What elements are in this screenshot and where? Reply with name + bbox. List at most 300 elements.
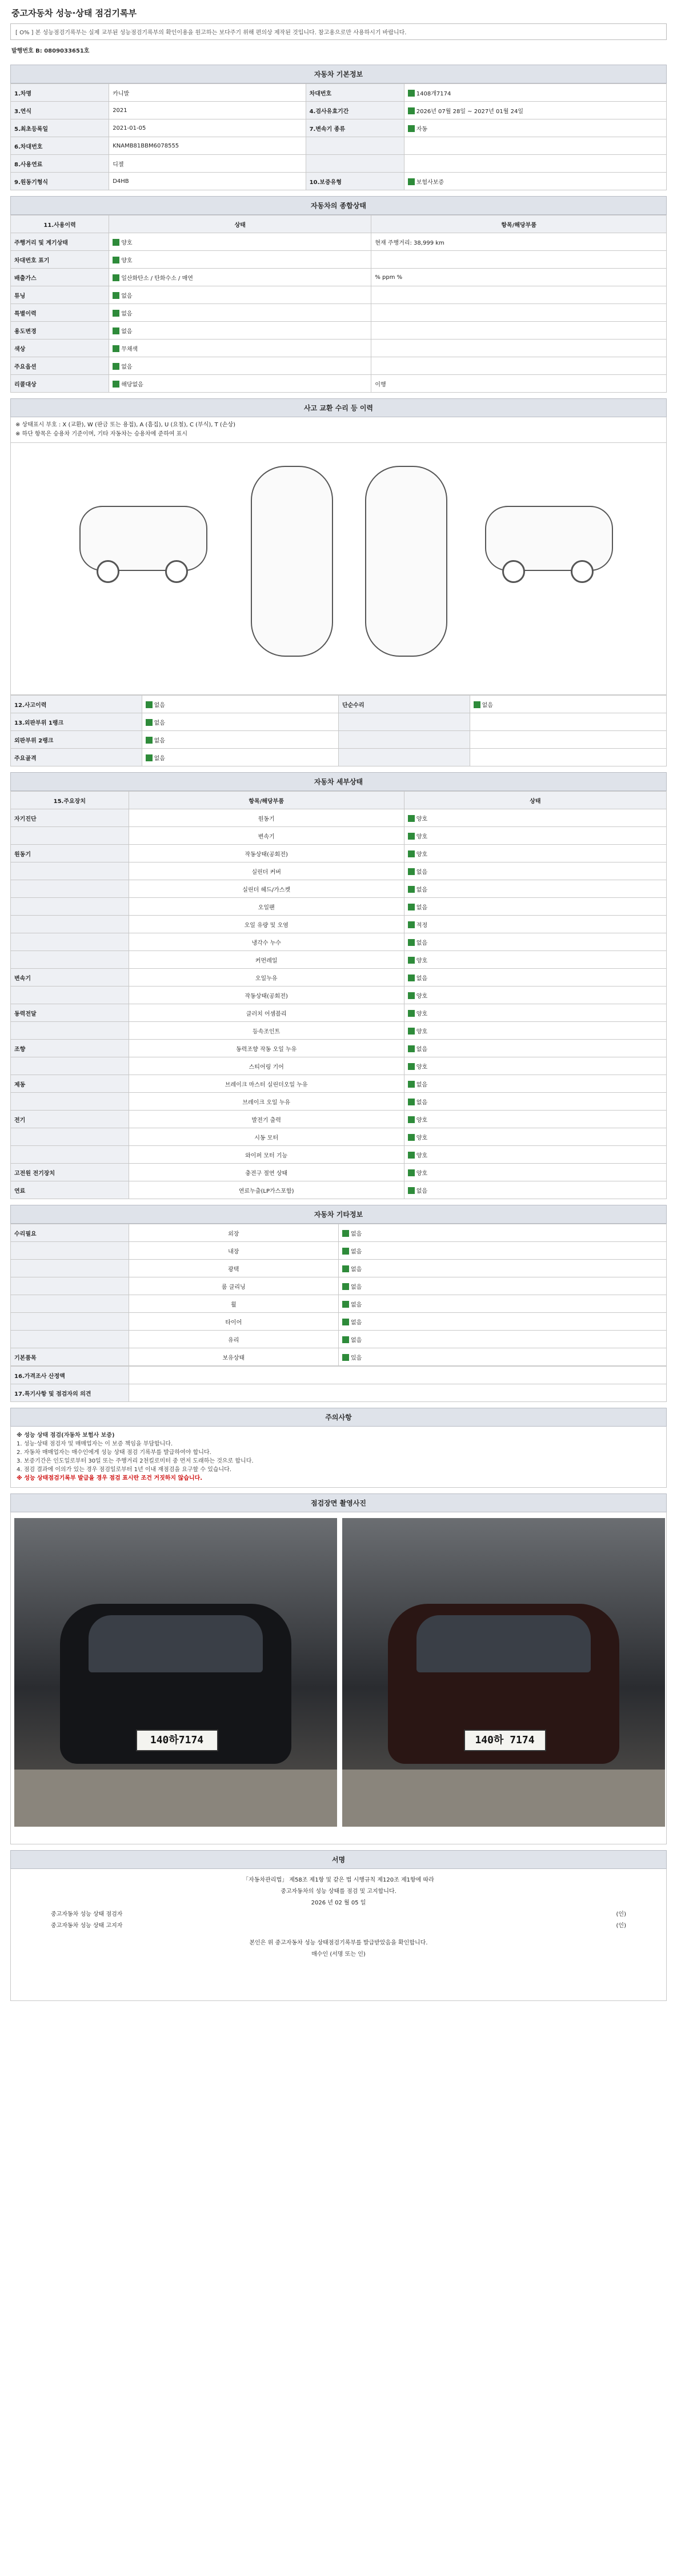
notes-title: ※ 성능 상태 점검(자동차 보험사 보증)	[17, 1432, 115, 1439]
sign-date: 2026 년 02 월 05 일	[311, 1900, 366, 1906]
checkbox-checked[interactable]	[113, 381, 119, 388]
condition-label: 배출가스	[11, 269, 109, 286]
other-label	[11, 1295, 129, 1313]
part-status: 양호	[404, 1057, 666, 1075]
other-item: 내장	[129, 1242, 338, 1260]
field-value: 2026년 07월 28일 ~ 2027년 01월 24일	[404, 102, 666, 119]
receiver-label: 매수인 (서명 또는 인)	[311, 1951, 366, 1958]
condition-status: 없음	[109, 286, 371, 304]
detail-row	[11, 916, 667, 933]
device-label: 변속기	[11, 969, 129, 987]
opinion-value	[129, 1384, 666, 1402]
part-label: 동력조향 작동 오일 누유	[129, 1040, 404, 1057]
field-label: 7.변속기 종류	[306, 119, 404, 137]
part-label: 냉각수 누수	[129, 933, 404, 951]
accident-label	[338, 713, 470, 731]
other-row	[11, 1277, 667, 1295]
note-line: 4. 점검 결과에 이의가 있는 경우 점검일로부터 1년 이내 재점검을 요구할 수 있습니다.	[17, 1467, 232, 1473]
part-label: 실린더 커버	[129, 862, 404, 880]
condition-detail	[371, 304, 667, 322]
checkbox-checked[interactable]	[113, 239, 119, 246]
checkbox-checked[interactable]	[408, 833, 415, 840]
condition-status: 양호	[109, 251, 371, 269]
device-label	[11, 951, 129, 969]
checkbox-checked[interactable]	[113, 345, 119, 352]
other-table	[10, 1224, 667, 1366]
header-cell: 항목/해당부품	[371, 215, 667, 233]
other-status: 있음	[338, 1348, 666, 1366]
part-status: 양호	[404, 1146, 666, 1164]
other-row	[11, 1295, 667, 1313]
field-label: 9.원동기형식	[11, 173, 109, 190]
checkbox-checked[interactable]	[113, 328, 119, 334]
accident-label: 주요골격	[11, 749, 142, 766]
condition-detail	[371, 340, 667, 357]
other-label	[11, 1331, 129, 1348]
checkbox-checked[interactable]	[146, 754, 153, 761]
inspector-label: 중고자동차 성능 상태 점검자	[51, 1911, 123, 1918]
other-label	[11, 1260, 129, 1277]
car-side-left	[79, 506, 207, 571]
rear-photo	[342, 1518, 665, 1827]
condition-row	[11, 322, 667, 340]
checkbox-checked[interactable]	[408, 1116, 415, 1123]
accident-status	[470, 731, 666, 749]
condition-detail: 이행	[371, 375, 667, 393]
notes-warning: ※ 성능 상태점검기록부 발급을 경우 점검 표시란 조건 거짓하지 않습니다.	[17, 1475, 202, 1481]
checkbox-checked[interactable]	[408, 1045, 415, 1052]
checkbox-checked[interactable]	[113, 274, 119, 281]
sign-line-2: 중고자동차의 성능 상태를 점검 및 고지합니다.	[281, 1888, 396, 1895]
checkbox-checked[interactable]	[408, 904, 415, 910]
accident-status	[470, 713, 666, 731]
device-label	[11, 987, 129, 1004]
photo-area	[10, 1512, 667, 1844]
condition-row	[11, 304, 667, 322]
condition-status: 무채색	[109, 340, 371, 357]
header-cell: 상태	[404, 792, 666, 809]
doc-title: 중고자동차 성능·상태 점검기록부	[11, 8, 137, 18]
field-label: 3.연식	[11, 102, 109, 119]
device-label	[11, 1093, 129, 1111]
other-status: 없음	[338, 1224, 666, 1242]
wheel-icon	[165, 560, 188, 583]
condition-status: 없음	[109, 304, 371, 322]
condition-row	[11, 233, 667, 251]
section-detail: 자동차 세부상태	[10, 772, 667, 791]
part-label: 발전기 출력	[129, 1111, 404, 1128]
condition-status: 없음	[109, 357, 371, 375]
detail-row	[11, 1057, 667, 1075]
condition-label: 차대번호 표기	[11, 251, 109, 269]
section-basic: 자동차 기본정보	[10, 65, 667, 83]
header-cell: 15.주요장치	[11, 792, 129, 809]
other-status: 없음	[338, 1242, 666, 1260]
accident-label: 13.외판부위 1랭크	[11, 713, 142, 731]
condition-row	[11, 251, 667, 269]
part-status: 양호	[404, 1128, 666, 1146]
part-label: 시동 모터	[129, 1128, 404, 1146]
basic-table	[10, 83, 667, 190]
other-item: 유리	[129, 1331, 338, 1348]
other-item: 타이어	[129, 1313, 338, 1331]
wheel-icon	[502, 560, 525, 583]
part-status: 양호	[404, 1111, 666, 1128]
section-photos: 점검장면 촬영사진	[10, 1493, 667, 1512]
device-label	[11, 827, 129, 845]
checkbox-checked[interactable]	[408, 107, 415, 114]
front-photo	[14, 1518, 337, 1827]
checkbox-checked[interactable]	[408, 1028, 415, 1035]
field-label: 6.차대번호	[11, 137, 109, 155]
wheel-icon	[97, 560, 119, 583]
field-value: 2021-01-05	[109, 119, 306, 137]
detail-row	[11, 1022, 667, 1040]
part-status: 양호	[404, 951, 666, 969]
part-status: 없음	[404, 933, 666, 951]
field-value: 카니발	[109, 84, 306, 102]
accident-table	[10, 695, 667, 766]
condition-label: 주요옵션	[11, 357, 109, 375]
condition-status: 양호	[109, 233, 371, 251]
checkbox-checked[interactable]	[342, 1354, 349, 1361]
accident-label	[338, 731, 470, 749]
condition-detail	[371, 357, 667, 375]
detail-row	[11, 827, 667, 845]
section-notes: 주의사항	[10, 1408, 667, 1427]
price-value	[129, 1367, 666, 1384]
basic-row	[11, 173, 667, 190]
other-item: 룸 클리닝	[129, 1277, 338, 1295]
device-label	[11, 916, 129, 933]
field-value: 디젤	[109, 155, 306, 173]
header-cell: 상태	[109, 215, 371, 233]
other-label: 수리필요	[11, 1224, 129, 1242]
condition-row	[11, 286, 667, 304]
part-status: 없음	[404, 1040, 666, 1057]
basic-row	[11, 137, 667, 155]
checkbox-checked[interactable]	[113, 257, 119, 263]
other-status: 없음	[338, 1331, 666, 1348]
condition-row	[11, 357, 667, 375]
device-label	[11, 1128, 129, 1146]
part-status: 적정	[404, 916, 666, 933]
field-label: 4.검사유효기간	[306, 102, 404, 119]
other-row	[11, 1331, 667, 1348]
checkbox-checked[interactable]	[408, 1099, 415, 1105]
basic-row	[11, 84, 667, 102]
accident-label	[338, 749, 470, 766]
part-status: 없음	[404, 898, 666, 916]
detail-row	[11, 1128, 667, 1146]
car-diagram	[10, 443, 667, 695]
other-row	[11, 1224, 667, 1242]
part-status: 없음	[404, 1075, 666, 1093]
checkbox-checked[interactable]	[408, 815, 415, 822]
checkbox-checked[interactable]	[408, 1187, 415, 1194]
device-label	[11, 933, 129, 951]
field-label: 10.보증유형	[306, 173, 404, 190]
device-label	[11, 1022, 129, 1040]
detail-row	[11, 809, 667, 827]
checkbox-checked[interactable]	[408, 886, 415, 893]
other-status: 없음	[338, 1277, 666, 1295]
field-value: 2021	[109, 102, 306, 119]
part-status: 양호	[404, 1004, 666, 1022]
detail-row	[11, 1111, 667, 1128]
checkbox-checked[interactable]	[146, 701, 153, 708]
sign-box	[10, 1869, 667, 2001]
device-label: 동력전달	[11, 1004, 129, 1022]
device-label	[11, 1057, 129, 1075]
note-line: 1. 성능·상태 점검자 및 매매업자는 이 보증 책임을 부담합니다.	[17, 1441, 173, 1447]
checkbox-checked[interactable]	[408, 939, 415, 946]
part-label: 브레이크 마스터 실린더오일 누유	[129, 1075, 404, 1093]
checkbox-checked[interactable]	[408, 975, 415, 981]
part-label: 작동상태(공회전)	[129, 987, 404, 1004]
field-label: 5.최초등록일	[11, 119, 109, 137]
condition-status: 없음	[109, 322, 371, 340]
detail-table	[10, 791, 667, 1199]
part-status: 양호	[404, 809, 666, 827]
checkbox-checked[interactable]	[408, 921, 415, 928]
part-label: 원동기	[129, 809, 404, 827]
detail-row	[11, 987, 667, 1004]
notes-box	[10, 1427, 667, 1488]
part-label: 클러치 어셈블리	[129, 1004, 404, 1022]
accident-row	[11, 713, 667, 731]
checkbox-checked[interactable]	[408, 1152, 415, 1159]
field-label: 차대번호	[306, 84, 404, 102]
detail-row	[11, 1004, 667, 1022]
section-condition: 자동차의 종합상태	[10, 196, 667, 215]
other-item: 휠	[129, 1295, 338, 1313]
part-label: 연료누출(LP가스포함)	[129, 1181, 404, 1199]
part-status: 양호	[404, 987, 666, 1004]
rear-plate: 140하 7174	[464, 1730, 546, 1751]
note-line: 3. 보증기간은 인도일로부터 30일 또는 주행거리 2천킬로미터 중 먼저 도래하는 것으로 합니다.	[17, 1458, 254, 1464]
other-status: 없음	[338, 1295, 666, 1313]
car-top-view	[251, 466, 333, 657]
part-status: 없음	[404, 880, 666, 898]
condition-detail: % ppm %	[371, 269, 667, 286]
checkbox-checked[interactable]	[408, 957, 415, 964]
checkbox-checked[interactable]	[113, 292, 119, 299]
accident-row	[11, 731, 667, 749]
other-item: 보유상태	[129, 1348, 338, 1366]
part-label: 오일 유량 및 오염	[129, 916, 404, 933]
sign-footer: 본인은 위 중고자동차 성능 상태점검기록부를 발급받았음을 확인합니다.	[249, 1940, 428, 1946]
opinion-table	[10, 1366, 667, 1402]
dealer-seal: (인)	[616, 1923, 626, 1929]
part-status: 양호	[404, 827, 666, 845]
accident-row	[11, 749, 667, 766]
condition-row	[11, 269, 667, 286]
detail-row	[11, 862, 667, 880]
checkbox-checked[interactable]	[408, 178, 415, 185]
accident-row	[11, 696, 667, 713]
other-row	[11, 1348, 667, 1366]
accident-status: 없음	[142, 731, 338, 749]
field-value: 1408개7174	[404, 84, 666, 102]
checkbox-checked[interactable]	[113, 363, 119, 370]
other-status: 없음	[338, 1313, 666, 1331]
part-status: 없음	[404, 1093, 666, 1111]
condition-detail	[371, 286, 667, 304]
legend-line-1: ※ 상태표시 부호 : X (교환), W (판금 또는 용접), A (흠집), U (요철), C (부식), T (손상)	[15, 422, 236, 428]
device-label	[11, 1146, 129, 1164]
checkbox-checked[interactable]	[408, 1063, 415, 1070]
checkbox-checked[interactable]	[408, 90, 415, 97]
device-label: 고전원 전기장치	[11, 1164, 129, 1181]
checkbox-checked[interactable]	[342, 1230, 349, 1237]
detail-row	[11, 1146, 667, 1164]
checkbox-checked[interactable]	[408, 850, 415, 857]
basic-row	[11, 119, 667, 137]
part-label: 변속기	[129, 827, 404, 845]
device-label: 자기진단	[11, 809, 129, 827]
field-label: 8.사용연료	[11, 155, 109, 173]
checkbox-checked[interactable]	[408, 868, 415, 875]
price-label: 16.가격조사 산정액	[11, 1367, 129, 1384]
condition-label: 색상	[11, 340, 109, 357]
device-label: 원동기	[11, 845, 129, 862]
checkbox-checked[interactable]	[342, 1336, 349, 1343]
checkbox-checked[interactable]	[408, 992, 415, 999]
condition-label: 주행거리 및 계기상태	[11, 233, 109, 251]
section-other: 자동차 기타정보	[10, 1205, 667, 1224]
header-cell: 11.사용이력	[11, 215, 109, 233]
detail-row	[11, 969, 667, 987]
part-label: 작동상태(공회전)	[129, 845, 404, 862]
part-label: 오일누유	[129, 969, 404, 987]
checkbox-checked[interactable]	[342, 1319, 349, 1325]
detail-row	[11, 880, 667, 898]
accident-status: 없음	[142, 749, 338, 766]
detail-row	[11, 845, 667, 862]
sign-line-1: 「자동차관리법」 제58조 제1항 및 같은 법 시행규칙 제120조 제1항에 따라	[243, 1877, 434, 1883]
part-label: 스티어링 기어	[129, 1057, 404, 1075]
checkbox-checked[interactable]	[113, 310, 119, 317]
device-label: 연료	[11, 1181, 129, 1199]
part-label: 와이퍼 모터 기능	[129, 1146, 404, 1164]
device-label: 제동	[11, 1075, 129, 1093]
legend-line-2: ※ 하단 항목은 승용차 기준이며, 기타 자동차는 승용차에 준하여 표시	[15, 431, 187, 437]
detail-row	[11, 1164, 667, 1181]
checkbox-checked[interactable]	[342, 1301, 349, 1308]
section-sign: 서명	[10, 1850, 667, 1869]
accident-label: 외판부위 2랭크	[11, 731, 142, 749]
condition-row	[11, 375, 667, 393]
other-label	[11, 1242, 129, 1260]
checkbox-checked[interactable]	[342, 1248, 349, 1255]
checkbox-checked[interactable]	[342, 1265, 349, 1272]
header-cell: 항목/해당부품	[129, 792, 404, 809]
car-under-view	[365, 466, 447, 657]
other-row	[11, 1313, 667, 1331]
field-value	[404, 137, 666, 155]
notice-box: [ O% ] 본 성능점검기록부는 실제 교부된 성능점검기록부의 확인이용을 원고하는 보다주기 위해 편의상 제작된 것입니다. 참고용으로만 사용하시기 바랍니다.	[10, 23, 667, 40]
condition-label: 특별이력	[11, 304, 109, 322]
field-value: KNAMB81BBM6078555	[109, 137, 306, 155]
dealer-label: 중고자동차 성능 상태 고지자	[51, 1923, 123, 1929]
checkbox-checked[interactable]	[408, 1169, 415, 1176]
accident-label: 단순수리	[338, 696, 470, 713]
part-label: 등속조인트	[129, 1022, 404, 1040]
detail-row	[11, 1181, 667, 1199]
other-item: 외장	[129, 1224, 338, 1242]
part-status: 양호	[404, 845, 666, 862]
detail-row	[11, 933, 667, 951]
part-label: 커먼레일	[129, 951, 404, 969]
field-label: 1.차명	[11, 84, 109, 102]
basic-row	[11, 155, 667, 173]
device-label	[11, 880, 129, 898]
checkbox-checked[interactable]	[474, 701, 480, 708]
other-label	[11, 1313, 129, 1331]
part-status: 없음	[404, 969, 666, 987]
part-label: 실린더 헤드/가스켓	[129, 880, 404, 898]
condition-label: 튜닝	[11, 286, 109, 304]
field-value: 자동	[404, 119, 666, 137]
device-label: 조향	[11, 1040, 129, 1057]
detail-row	[11, 1075, 667, 1093]
field-value: 보험사보증	[404, 173, 666, 190]
checkbox-checked[interactable]	[408, 1134, 415, 1141]
device-label	[11, 898, 129, 916]
other-row	[11, 1260, 667, 1277]
field-label	[306, 155, 404, 173]
condition-table	[10, 215, 667, 393]
condition-row	[11, 340, 667, 357]
other-item: 광택	[129, 1260, 338, 1277]
condition-status: 일산화탄소 / 탄화수소 / 매연	[109, 269, 371, 286]
detail-row	[11, 951, 667, 969]
part-status: 없음	[404, 1181, 666, 1199]
checkbox-checked[interactable]	[342, 1283, 349, 1290]
accident-legend	[10, 417, 667, 443]
condition-detail	[371, 322, 667, 340]
wheel-icon	[571, 560, 594, 583]
basic-row	[11, 102, 667, 119]
condition-status: 해당없음	[109, 375, 371, 393]
section-accident: 사고 교환 수리 등 이력	[10, 398, 667, 417]
detail-row	[11, 898, 667, 916]
condition-detail	[371, 251, 667, 269]
other-label: 기본품목	[11, 1348, 129, 1366]
checkbox-checked[interactable]	[408, 125, 415, 132]
part-label: 브레이크 오일 누유	[129, 1093, 404, 1111]
car-side-right	[485, 506, 613, 571]
accident-status: 없음	[470, 696, 666, 713]
checkbox-checked[interactable]	[146, 737, 153, 744]
inspector-seal: (인)	[616, 1911, 626, 1918]
field-label	[306, 137, 404, 155]
part-status: 양호	[404, 1022, 666, 1040]
checkbox-checked[interactable]	[408, 1081, 415, 1088]
checkbox-checked[interactable]	[146, 719, 153, 726]
accident-status: 없음	[142, 696, 338, 713]
checkbox-checked[interactable]	[408, 1010, 415, 1017]
device-label	[11, 862, 129, 880]
opinion-label: 17.특기사항 및 점검자의 의견	[11, 1384, 129, 1402]
record-number: 발행번호 B: 0809033651호	[11, 48, 90, 54]
field-value: D4HB	[109, 173, 306, 190]
part-status: 양호	[404, 1164, 666, 1181]
note-line: 2. 자동차 매매업자는 매수인에게 성능 상태 점검 기록부를 발급하여야 합니다.	[17, 1449, 211, 1456]
accident-label: 12.사고이력	[11, 696, 142, 713]
condition-label: 용도변경	[11, 322, 109, 340]
